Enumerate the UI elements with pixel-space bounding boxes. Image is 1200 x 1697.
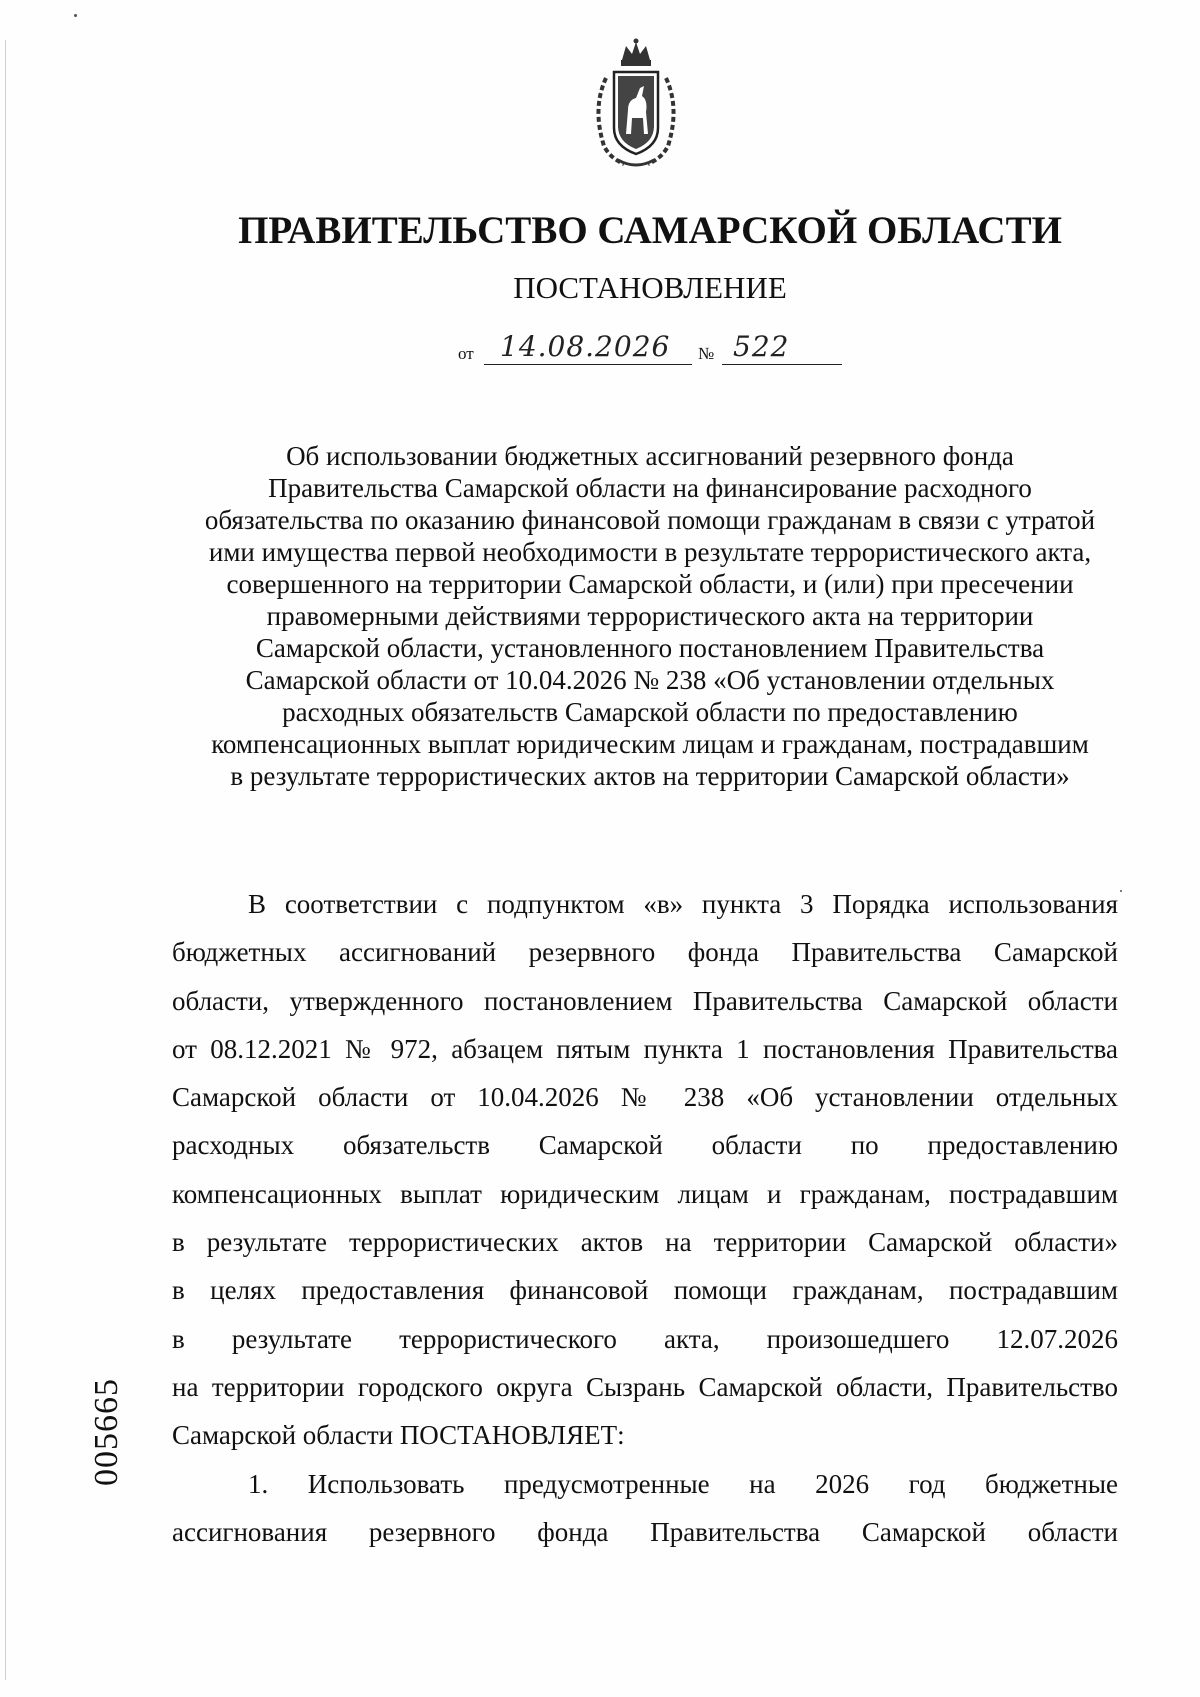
organization-title: ПРАВИТЕЛЬСТВО САМАРСКОЙ ОБЛАСТИ [238,209,1062,252]
document-body [172,880,1118,1556]
handwritten-date: 14.08.2026 [500,330,671,363]
heading-line: обязательства по оказанию финансовой помощи гражданам в связи с утратой [204,505,1096,535]
heading-line: Об использовании бюджетных ассигнований резервного фонда [286,441,1014,471]
body-line: расходных обязательств Самарской области по предоставлению [172,1130,1118,1161]
date-number-line [458,330,858,370]
scan-speck [1120,890,1122,892]
body-line: В соответствии с подпунктом «в» пункта 3 Порядка использования [248,889,1118,919]
date-underline [484,364,692,365]
document-heading [160,440,1140,792]
body-line: на территории городского округа Сызрань Самарской области, Правительство [172,1371,1118,1402]
body-line: в целях предоставления финансовой помощи гражданам, пострадавшим [172,1275,1118,1306]
handwritten-number: 522 [733,330,790,363]
body-line: Самарской области ПОСТАНОВЛЯЕТ: [172,1420,625,1451]
side-registration-number: 005665 [88,1378,125,1486]
heading-line: Самарской области, установленного постановлением Правительства [255,633,1045,663]
heading-line: расходных обязательств Самарской области по предоставлению [282,697,1018,727]
body-line: в результате террористического акта, произошедшего 12.07.2026 [172,1323,1118,1354]
heading-line: совершенного на территории Самарской области, и (или) при пресечении [226,569,1074,599]
body-line: бюджетных ассигнований резервного фонда Правительства Самарской [172,937,1118,968]
body-line: 1. Использовать предусмотренные на 2026 год бюджетные [248,1468,1118,1499]
body-line: Самарской области от 10.04.2026 № 238 «Об установлении отдельных [172,1082,1118,1113]
body-line: в результате террористических актов на территории Самарской области» [172,1227,1118,1258]
document-type: ПОСТАНОВЛЕНИЕ [513,270,787,305]
heading-line: правомерными действиями террористического акта на территории [266,601,1034,631]
body-line: от 08.12.2021 № 972, абзацем пятым пункта 1 постановления Правительства [172,1033,1118,1064]
body-line: компенсационных выплат юридическим лицам и гражданам, пострадавшим [172,1178,1118,1209]
heading-line: Самарской области от 10.04.2026 № 238 «Об установлении отдельных [245,665,1055,695]
coat-of-arms-icon [588,38,684,170]
heading-line: Правительства Самарской области на финансирование расходного [268,473,1032,503]
number-underline [722,364,842,365]
heading-line: компенсационных выплат юридическим лицам и гражданам, пострадавшим [211,729,1089,759]
body-line: ассигнования резервного фонда Правительства Самарской области [172,1516,1118,1547]
heading-line: ими имущества первой необходимости в результате террористического акта, [208,537,1092,567]
scan-speck [74,14,77,17]
body-line: области, утвержденного постановлением Правительства Самарской области [172,985,1118,1016]
heading-line: в результате террористических актов на территории Самарской области» [230,761,1070,791]
date-from-label: от [458,344,474,363]
number-label: № [698,344,715,363]
